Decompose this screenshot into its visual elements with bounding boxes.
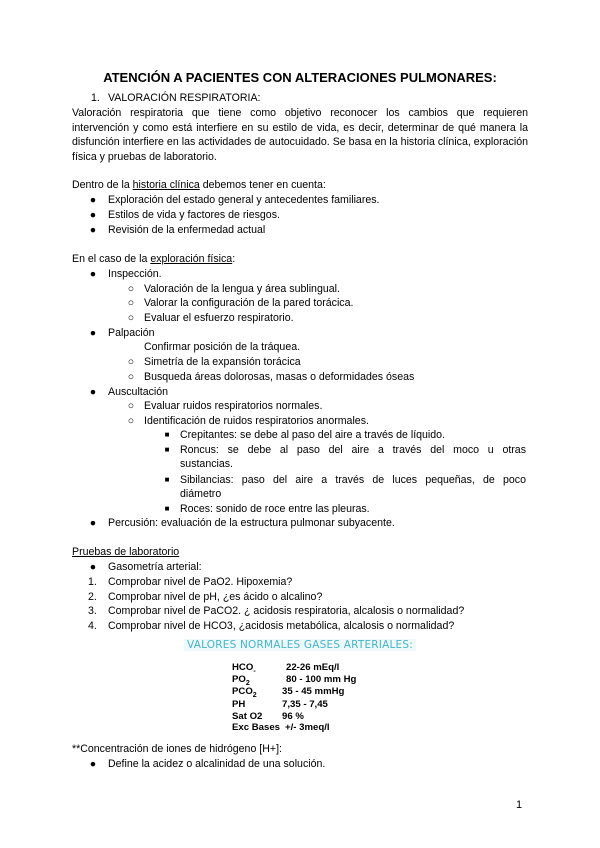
list-item: Define la acidez o alcalinidad de una solución. bbox=[108, 758, 326, 770]
list-number: 4. bbox=[88, 620, 97, 632]
gas-label: Sat O2 bbox=[232, 711, 263, 722]
bullet-icon: ● bbox=[89, 209, 97, 221]
palpacion-plain: Confirmar posición de la tráquea. bbox=[144, 341, 301, 353]
circle-bullet-icon: ○ bbox=[127, 371, 135, 383]
list-item: Sibilancias: paso del aire a través de luces pequeñas, de poco bbox=[180, 474, 526, 486]
circle-bullet-icon: ○ bbox=[127, 297, 135, 309]
historia-post: debemos tener en cuenta: bbox=[199, 179, 326, 191]
historia-clinica-term: historia clínica bbox=[132, 179, 200, 191]
bullet-icon: ● bbox=[89, 268, 97, 280]
auscultacion-label: Auscultación bbox=[108, 386, 169, 398]
list-item: Evaluar ruidos respiratorios normales. bbox=[144, 400, 323, 412]
gases-title-text: VALORES NORMALES GASES ARTERIALES: bbox=[184, 639, 416, 651]
exploracion-post: : bbox=[232, 253, 236, 265]
page-title: ATENCIÓN A PACIENTES CON ALTERACIONES PULMONARES: bbox=[103, 70, 497, 85]
gasometria-item: Gasometría arterial: bbox=[108, 561, 202, 573]
list-item: Simetría de la expansión torácica bbox=[144, 356, 301, 368]
list-number: 2. bbox=[88, 591, 97, 603]
list-item-continuation: diámetro bbox=[180, 488, 222, 500]
square-bullet-icon: ■ bbox=[164, 430, 170, 439]
pruebas-heading: Pruebas de laboratorio bbox=[72, 546, 180, 558]
gas-value: 96 % bbox=[282, 711, 304, 722]
section-number: 1. bbox=[91, 92, 100, 104]
list-item-continuation: sustancias. bbox=[180, 458, 233, 470]
gas-label: Exc Bases bbox=[232, 722, 281, 733]
gas-label-sub: 2 bbox=[252, 691, 257, 699]
gas-value: 35 - 45 mmHg bbox=[282, 686, 345, 697]
exploracion-fisica-term: exploración física bbox=[150, 253, 233, 265]
gas-value: 7,35 - 7,45 bbox=[282, 699, 328, 710]
gas-label-text: PCO bbox=[232, 686, 253, 697]
numbered-item: Comprobar nivel de PaCO2. ¿ acidosis respiratoria, alcalosis o normalidad? bbox=[108, 605, 465, 617]
list-item: Crepitantes: se debe al paso del aire a través de líquido. bbox=[180, 429, 446, 441]
square-bullet-icon: ■ bbox=[164, 504, 170, 513]
list-item: Valoración de la lengua y área sublingual. bbox=[144, 283, 340, 295]
list-item: Identificación de ruidos respiratorios anormales. bbox=[144, 415, 369, 427]
historia-intro bbox=[72, 178, 326, 193]
square-bullet-icon: ■ bbox=[164, 445, 170, 454]
circle-bullet-icon: ○ bbox=[127, 356, 135, 368]
circle-bullet-icon: ○ bbox=[127, 312, 135, 324]
list-item: Revisión de la enfermedad actual bbox=[108, 224, 266, 236]
bullet-icon: ● bbox=[89, 194, 97, 206]
gas-value: 80 - 100 mm Hg bbox=[286, 674, 357, 685]
gas-value: 22-26 mEq/l bbox=[286, 662, 340, 673]
gas-label-sub: 2 bbox=[245, 679, 250, 687]
list-item: Roces: sonido de roce entre las pleuras. bbox=[180, 503, 370, 515]
gas-label: PH bbox=[232, 699, 246, 710]
palpacion-label: Palpación bbox=[108, 327, 155, 339]
bullet-icon: ● bbox=[89, 758, 97, 770]
historia-pre: Dentro de la bbox=[72, 179, 133, 191]
bullet-icon: ● bbox=[89, 327, 97, 339]
gas-label-text: HCO bbox=[232, 662, 254, 673]
gas-label-text: PO bbox=[232, 674, 246, 685]
numbered-item: Comprobar nivel de pH, ¿es ácido o alcalino? bbox=[108, 591, 323, 603]
gas-label-sub: - bbox=[253, 667, 256, 675]
bullet-icon: ● bbox=[89, 561, 97, 573]
list-number: 1. bbox=[88, 576, 97, 588]
circle-bullet-icon: ○ bbox=[127, 415, 135, 427]
circle-bullet-icon: ○ bbox=[127, 283, 135, 295]
list-item: Roncus: se debe al paso del aire a través del moco u otras bbox=[180, 444, 526, 456]
page-number: 1 bbox=[516, 799, 523, 811]
inspeccion-label: Inspección. bbox=[108, 268, 162, 280]
numbered-item: Comprobar nivel de PaO2. Hipoxemia? bbox=[108, 576, 293, 588]
bullet-icon: ● bbox=[89, 224, 97, 236]
circle-bullet-icon: ○ bbox=[127, 400, 135, 412]
bullet-icon: ● bbox=[89, 517, 97, 529]
list-number: 3. bbox=[88, 605, 97, 617]
list-item: Evaluar el esfuerzo respiratorio. bbox=[144, 312, 294, 324]
list-item: Exploración del estado general y antecedentes familiares. bbox=[108, 194, 380, 206]
bullet-icon: ● bbox=[89, 386, 97, 398]
gas-value: +/- 3meq/l bbox=[285, 722, 330, 733]
intro-paragraph: Valoración respiratoria que tiene como objetivo reconocer los cambios que requieren intervención y como está interfiere en su estilo de vida, es decir, determinar de qué manera la disfunción interfiere en las actividades de autocuidado. Se basa en la historia clínica, exploración física y pruebas de laboratorio. bbox=[72, 107, 528, 163]
exploracion-intro bbox=[72, 252, 235, 267]
concentracion-heading: **Concentración de iones de hidrógeno [H+]: bbox=[72, 743, 282, 755]
square-bullet-icon: ■ bbox=[164, 475, 170, 484]
list-item: Valorar la configuración de la pared torácica. bbox=[144, 297, 354, 309]
list-item: Estilos de vida y factores de riesgos. bbox=[108, 209, 280, 221]
section-heading: VALORACIÓN RESPIRATORIA: bbox=[108, 92, 261, 104]
numbered-item: Comprobar nivel de HCO3, ¿acidosis metabólica, alcalosis o normalidad? bbox=[108, 620, 455, 632]
exploracion-pre: En el caso de la bbox=[72, 253, 151, 265]
list-item: Busqueda áreas dolorosas, masas o deformidades óseas bbox=[144, 371, 415, 383]
gases-title bbox=[0, 638, 600, 653]
percusion-item: Percusión: evaluación de la estructura pulmonar subyacente. bbox=[108, 517, 395, 529]
